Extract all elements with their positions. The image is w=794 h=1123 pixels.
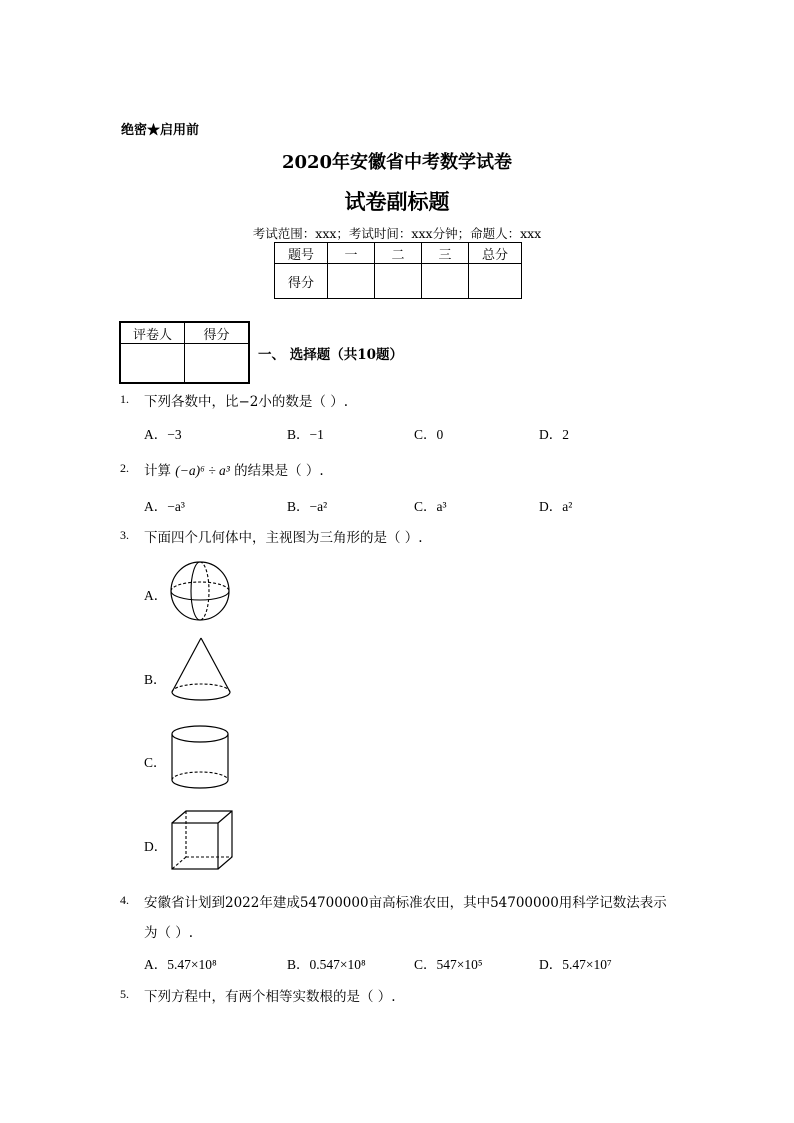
question-text-suffix: 的结果是（ ）. [234, 463, 324, 479]
exam-title: 2020年安徽省中考数学试卷 [281, 152, 513, 173]
exam-subtitle: 试卷副标题 [344, 189, 450, 214]
grader-header: 评卷人 [120, 322, 185, 344]
question-number: 1. [120, 392, 129, 406]
question-text [144, 459, 324, 479]
question-text: 下列方程中，有两个相等实数根的是（ ）. [144, 989, 396, 1005]
option-c: C． [144, 755, 167, 770]
option-b: B．0.547×10⁸ [287, 957, 366, 972]
question-text: 下列各数中，比−2小的数是（ ）. [144, 394, 348, 410]
option-c: C．547×10⁵ [414, 957, 483, 972]
option-a: A．−a³ [144, 499, 185, 514]
option-c: C．a³ [414, 499, 447, 514]
score-header-cell: 三 [422, 243, 469, 264]
question-number: 5. [120, 987, 129, 1001]
option-a: A．5.47×10⁸ [144, 957, 217, 972]
section-heading: 一、 选择题（共10题） [258, 347, 403, 363]
question-text-line1: 安徽省计划到2022年建成54700000亩高标准农田，其中54700000用科学记数法表示 [144, 895, 667, 911]
question-number: 4. [120, 893, 129, 907]
question-text: 下面四个几何体中，主视图为三角形的是（ ）. [144, 530, 423, 546]
exam-info: 考试范围：xxx；考试时间：xxx分钟；命题人：xxx [252, 226, 542, 241]
option-c: C．0 [414, 427, 444, 442]
grader-table [119, 321, 250, 384]
grader-score-cell[interactable] [185, 344, 250, 384]
grader-score-header: 得分 [185, 322, 250, 344]
cone-icon [168, 636, 232, 708]
option-a: A．−3 [144, 427, 182, 442]
confidential-mark: 绝密★启用前 [121, 123, 200, 138]
grader-cell[interactable] [120, 344, 185, 384]
option-a: A． [144, 588, 168, 603]
question-text-line2: 为（ ）. [144, 925, 194, 941]
question-text-prefix: 计算 [144, 463, 171, 479]
score-header-cell: 一 [328, 243, 375, 264]
option-d: D．5.47×10⁷ [539, 957, 612, 972]
score-row-label: 得分 [275, 264, 328, 299]
score-cell[interactable] [422, 264, 469, 299]
option-d: D．2 [539, 427, 569, 442]
option-b: B．−1 [287, 427, 324, 442]
option-d: D． [144, 839, 168, 854]
cube-icon [168, 809, 236, 873]
score-header-cell: 题号 [275, 243, 328, 264]
question-number: 3. [120, 528, 129, 542]
option-b: B． [144, 672, 167, 687]
score-cell[interactable] [375, 264, 422, 299]
option-b: B．−a² [287, 499, 328, 514]
score-cell[interactable] [469, 264, 522, 299]
score-header-cell: 总分 [469, 243, 522, 264]
math-expression: (−a)⁶ ÷ a³ [175, 463, 230, 478]
score-cell[interactable] [328, 264, 375, 299]
sphere-icon [168, 559, 232, 623]
option-d: D．a² [539, 499, 573, 514]
score-header-cell: 二 [375, 243, 422, 264]
question-number: 2. [120, 461, 129, 475]
cylinder-icon [168, 722, 232, 794]
score-table [274, 242, 522, 299]
